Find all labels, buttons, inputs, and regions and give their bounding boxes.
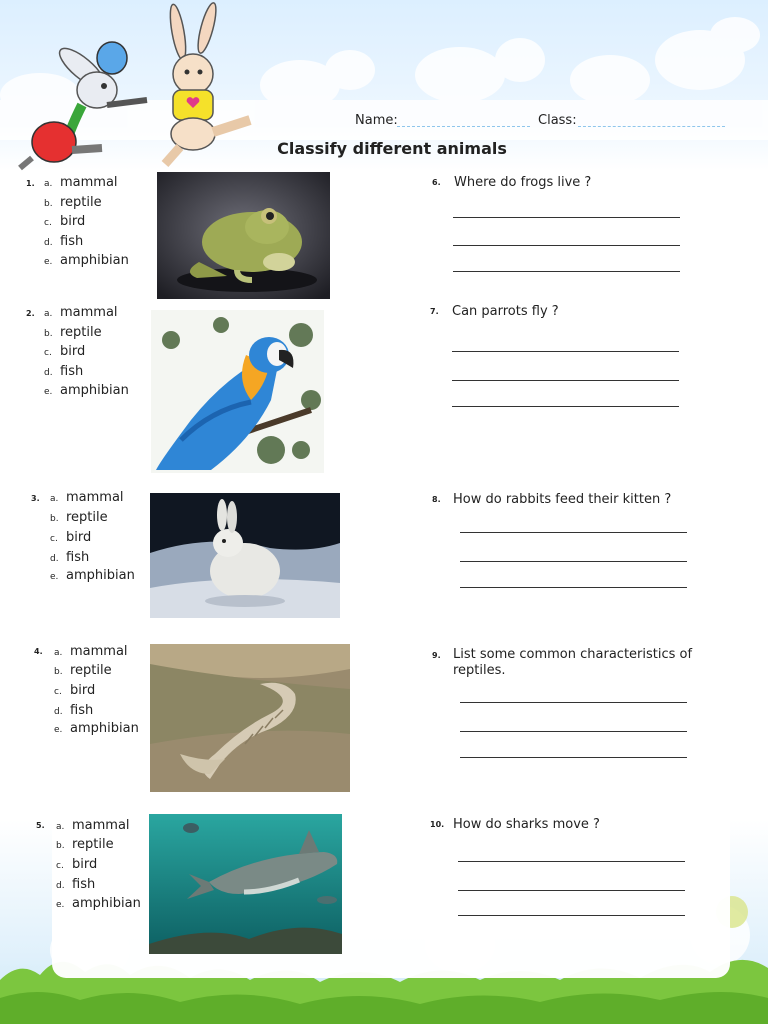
question-text: Can parrots fly ? [452,304,559,319]
option-a[interactable]: a. mammal [44,305,118,320]
question-number: 6. [432,178,441,187]
answer-line[interactable] [452,351,679,352]
question-number: 7. [430,307,439,316]
question-number: 8. [432,495,441,504]
answer-line[interactable] [453,217,680,218]
option-c[interactable]: c. bird [56,857,98,872]
name-label: Name: [355,113,398,128]
crocodile-photo [150,644,350,792]
option-e[interactable]: e. amphibian [54,721,139,736]
option-d[interactable]: d. fish [56,877,96,892]
answer-line[interactable] [453,271,680,272]
answer-line[interactable] [460,757,687,758]
header [0,0,768,170]
shark-photo [149,814,342,954]
answer-line[interactable] [460,561,687,562]
option-b[interactable]: b. reptile [44,195,102,210]
option-c[interactable]: c. bird [54,683,96,698]
option-c[interactable]: c. bird [44,344,86,359]
class-field[interactable] [578,126,725,127]
option-a[interactable]: a. mammal [50,490,124,505]
parrot-photo [151,310,324,473]
answer-line[interactable] [460,731,687,732]
option-e[interactable]: e. amphibian [44,253,129,268]
answer-line[interactable] [460,587,687,588]
option-a[interactable]: a. mammal [54,644,128,659]
option-b[interactable]: b. reptile [54,663,112,678]
page-title: Classify different animals [277,139,507,158]
question-text: Where do frogs live ? [454,175,592,190]
option-c[interactable]: c. bird [44,214,86,229]
option-a[interactable]: a. mammal [44,175,118,190]
question-number: 1. [26,179,35,188]
answer-line[interactable] [452,406,679,407]
option-e[interactable]: e. amphibian [56,896,141,911]
question-text: How do rabbits feed their kitten ? [453,492,672,507]
option-e[interactable]: e. amphibian [44,383,129,398]
option-d[interactable]: d. fish [54,703,94,718]
rabbit-photo [150,493,340,618]
question-text: How do sharks move ? [453,817,600,832]
answer-line[interactable] [458,915,685,916]
option-d[interactable]: d. fish [44,234,84,249]
name-field[interactable] [397,126,530,127]
option-d[interactable]: d. fish [50,550,90,565]
question-number: 3. [31,494,40,503]
option-b[interactable]: b. reptile [50,510,108,525]
question-number: 5. [36,821,45,830]
option-a[interactable]: a. mammal [56,818,130,833]
answer-line[interactable] [460,532,687,533]
answer-line[interactable] [452,380,679,381]
option-c[interactable]: c. bird [50,530,92,545]
option-e[interactable]: e. amphibian [50,568,135,583]
option-b[interactable]: b. reptile [44,325,102,340]
answer-line[interactable] [458,890,685,891]
question-number: 4. [34,647,43,656]
question-number: 2. [26,309,35,318]
option-b[interactable]: b. reptile [56,837,114,852]
question-number: 10. [430,820,445,829]
question-text: List some common characteristics of reptiles. [453,647,693,678]
answer-line[interactable] [458,861,685,862]
frog-photo [157,172,330,299]
class-label: Class: [538,113,577,128]
question-number: 9. [432,651,441,660]
answer-line[interactable] [460,702,687,703]
answer-line[interactable] [453,245,680,246]
option-d[interactable]: d. fish [44,364,84,379]
